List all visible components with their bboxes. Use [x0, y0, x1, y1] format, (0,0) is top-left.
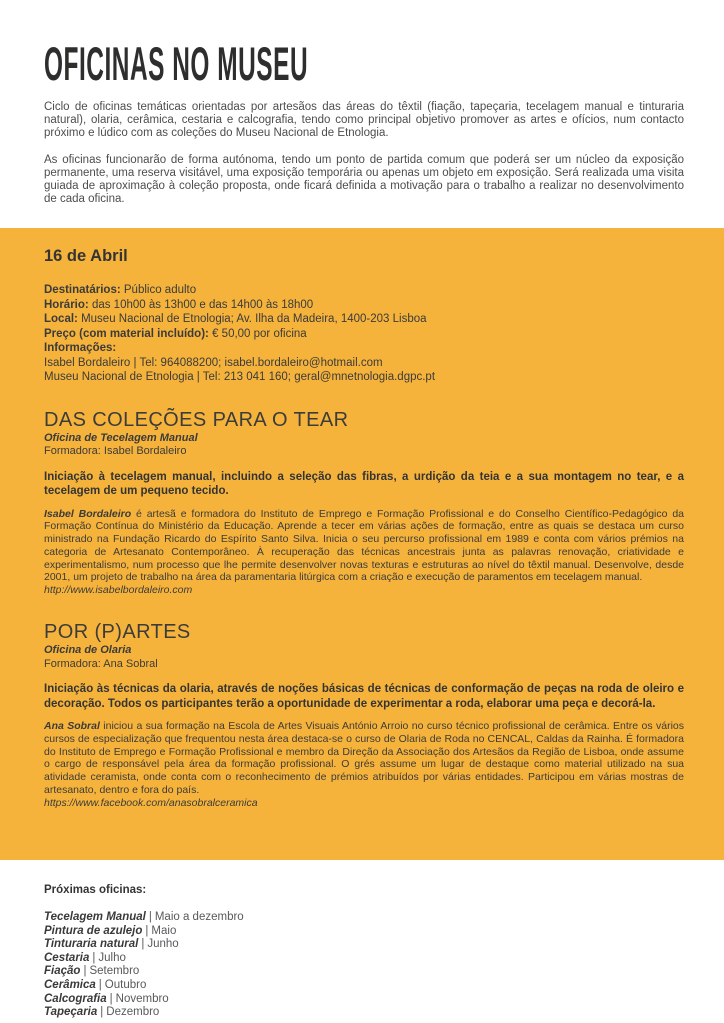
workshop-period: Outubro — [104, 978, 147, 991]
detail-preco — [44, 327, 684, 342]
workshop-period: Maio — [151, 924, 177, 937]
detail-destinatarios — [44, 283, 684, 298]
divider: | — [100, 1006, 104, 1019]
upcoming-heading: Próximas oficinas: — [44, 884, 147, 896]
detail-informacoes — [44, 341, 684, 356]
workshop-name: Cerâmica — [44, 978, 96, 991]
workshop-name: Tinturaria natural — [44, 938, 139, 951]
detail-label: Horário: — [44, 298, 89, 311]
workshop-summary: Iniciação à tecelagem manual, incluindo a seleção das fibras, a urdição da teia e a sua montagem no tear, e a tecelagem de um pequeno tecido. — [44, 470, 684, 497]
list-item — [44, 1006, 684, 1020]
workshop-name: Fiação — [44, 965, 81, 978]
detail-value: Museu Nacional de Etnologia; Av. Ilha da Madeira, 1400-203 Lisboa — [81, 313, 427, 325]
bio-text: iniciou a sua formação na Escola de Artes Visuais António Arroio no curso técnico profissional de cerâmica. Entre os vários cursos de especialização que frequentou nesta área destaca-se o curso de Olaria de Roda no CENCAL, Caldas da Rainha. É formadora do Instituto de Emprego e Formação Profissional e membro da Direção da Associação dos Artesãos da Região de Lisboa, onde assume o cargo de responsável pela área da formação profissional. O grés assume um lugar de destaque como material utilizado na sua atividade ceramista, onde conta com o reconhecimento de prémios atribuídos por várias entidades. Participou em várias mostras de artesanato, dentro e fora do país. — [44, 720, 684, 797]
workshop-facebook-link[interactable]: https://www.facebook.com/anasobralceramica — [44, 796, 258, 809]
workshop-period: Junho — [147, 938, 179, 951]
event-info-section — [0, 228, 724, 860]
detail-label: Destinatários: — [44, 284, 121, 296]
contact-line: Isabel Bordaleiro | Tel: 964088200; isabel.bordaleiro@hotmail.com — [44, 356, 383, 369]
workshop-name: Calcografia — [44, 992, 107, 1005]
event-date-heading: 16 de Abril — [44, 247, 128, 265]
workshop-title: DAS COLEÇÕES PARA O TEAR — [44, 408, 349, 431]
detail-local — [44, 312, 684, 327]
workshop-subtitle: Oficina de Olaria — [44, 644, 132, 657]
upcoming-section — [0, 860, 724, 1023]
list-item — [44, 993, 684, 1007]
workshop-trainer: Formadora: Ana Sobral — [44, 657, 158, 670]
detail-value: € 50,00 por oficina — [212, 327, 307, 340]
bio-text: é artesã e formadora do Instituto de Emprego e Formação Profissional e do Conselho Científico-Pedagógico da Formação Contínua do Ministério da Educação. Aprende a tecer em várias ações de formação, entre as quais se destaca um curso ministrado na Fundação Ricardo do Espírito Santo Silva. Inicia o seu percurso profissional em 1989 e conta com vários prémios na categoria de Artesanato Contemporâneo. À recuperação das técnicas ancestrais junta as palavras renovação, criatividade e experimentalismo, num processo que lhe permite desenvolver novas texturas e estruturas ao nível do têxtil manual. Desenvolve, desde 2001, um projeto de trabalho na área da paramentaria litúrgica com a criação e execução de paramentos em tecelagem manual. — [44, 507, 684, 584]
trainer-name: Isabel Bordaleiro — [44, 507, 132, 520]
upcoming-list — [44, 911, 684, 1020]
workshop-period: Setembro — [89, 965, 140, 978]
workshop-subtitle: Oficina de Tecelagem Manual — [44, 431, 198, 444]
contact-line: Museu Nacional de Etnologia | Tel: 213 041 160; geral@mnetnologia.dgpc.pt — [44, 371, 436, 383]
divider: | — [83, 965, 87, 978]
workshop-period: Novembro — [115, 992, 169, 1005]
workshop-name: Tecelagem Manual — [44, 911, 146, 923]
divider: | — [98, 978, 102, 991]
page-title: OFICINAS NO MUSEU — [44, 37, 309, 90]
workshop-summary: Iniciação às técnicas da olaria, através de noções básicas de técnicas de conformação de peças na roda de oleiro e decoração. Todos os participantes terão a oportunidade de experimentar a roda, elaborar uma peça e decorá-la. — [44, 683, 684, 710]
intro-paragraph: Ciclo de oficinas temáticas orientadas por artesãos das áreas do têxtil (fiação, tapeçaria, tecelagem manual e tinturaria natural), olaria, cerâmica, cestaria e calcografia, tendo como principal objetivo promover as artes e ofícios, num contacto próximo e lúdico com as coleções do Museu Nacional de Etnologia. — [44, 101, 684, 140]
detail-label: Local: — [44, 313, 78, 325]
workshop-website-link[interactable]: http://www.isabelbordaleiro.com — [44, 584, 193, 597]
workshop-name: Cestaria — [44, 951, 90, 964]
list-item — [44, 925, 684, 939]
workshop-period: Julho — [98, 951, 126, 964]
detail-value: das 10h00 às 13h00 e das 14h00 às 18h00 — [91, 298, 314, 311]
divider: | — [145, 924, 149, 937]
detail-label: Informações: — [44, 342, 117, 354]
list-item — [44, 979, 684, 993]
workshop-name: Pintura de azulejo — [44, 924, 143, 937]
workshop-olaria — [44, 620, 684, 810]
detail-horario — [44, 298, 684, 313]
trainer-name: Ana Sobral — [44, 720, 100, 733]
workshop-tecelagem — [44, 408, 684, 598]
workshop-bio — [44, 720, 684, 797]
divider: | — [92, 951, 96, 964]
divider: | — [141, 938, 145, 951]
workshop-period: Dezembro — [106, 1006, 160, 1019]
divider: | — [148, 911, 152, 923]
detail-label: Preço (com material incluído): — [44, 327, 209, 340]
workshop-period: Maio a dezembro — [154, 911, 244, 923]
event-details — [44, 283, 684, 385]
workshop-trainer: Formadora: Isabel Bordaleiro — [44, 445, 187, 457]
intro-paragraph: As oficinas funcionarão de forma autónoma, tendo um ponto de partida comum que poderá ser um núcleo da exposição permanente, uma reserva visitável, uma exposição temporária ou apenas um objeto em exposição. Será realizada uma visita guiada de aproximação à coleção proposta, onde ficará definida a motivação para o trabalho a realizar no desenvolvimento de cada oficina. — [44, 153, 684, 206]
workshop-title: POR (P)ARTES — [44, 621, 191, 644]
workshop-bio — [44, 508, 684, 585]
intro-text — [44, 101, 684, 206]
header-section — [0, 0, 724, 228]
list-item — [44, 952, 684, 966]
list-item — [44, 938, 684, 952]
divider: | — [109, 992, 113, 1005]
workshop-name: Tapeçaria — [44, 1006, 98, 1019]
list-item — [44, 911, 684, 925]
detail-value: Público adulto — [123, 284, 197, 296]
list-item — [44, 965, 684, 979]
